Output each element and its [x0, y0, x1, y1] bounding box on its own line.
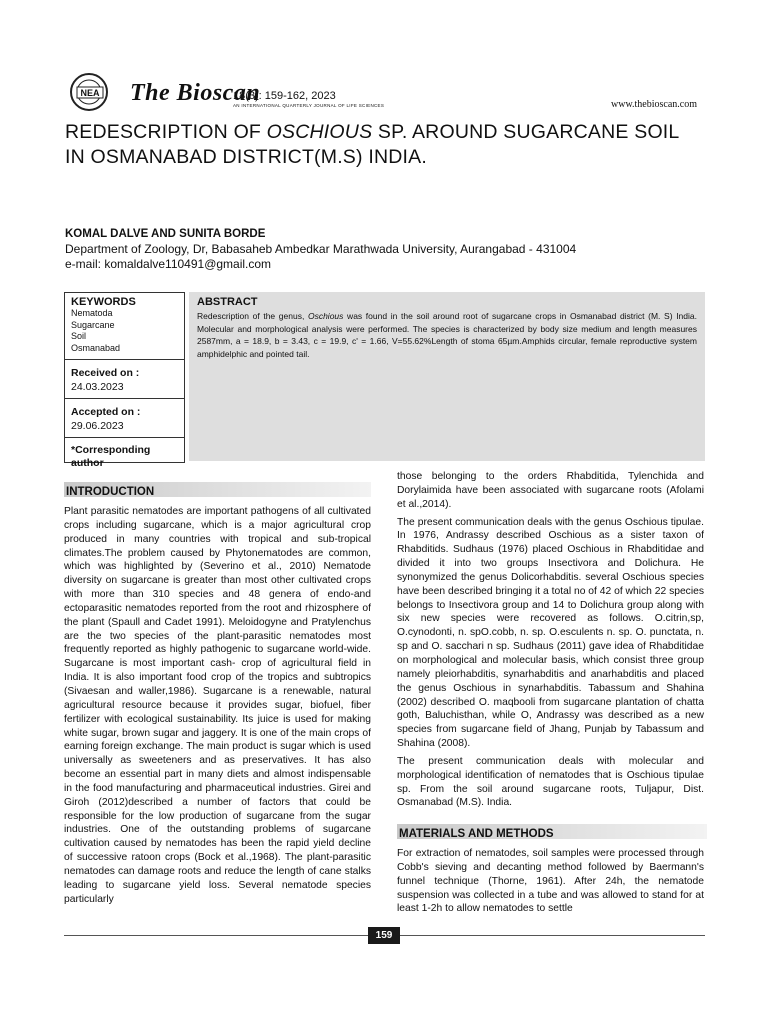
author-email[interactable]: e-mail: komaldalve110491@gmail.com: [65, 257, 272, 271]
keywords-box: [64, 292, 185, 469]
page-number: 159: [368, 927, 400, 944]
methods-heading-bar: [397, 824, 707, 839]
body-paragraph: The present communication deals with molecular and morphological identification of nematodes that is Oschious tipulae sp. From the soil around sugarcane roots, Tuljapur, Dist. Osmanabad (M.S). India.: [397, 755, 704, 809]
accepted-date: 29.06.2023: [71, 420, 124, 432]
journal-volume: 18(3): 159-162, 2023: [233, 90, 336, 102]
introduction-heading: INTRODUCTION: [66, 486, 155, 498]
abstract-text: Redescription of the genus, Oschious was found in the soil around root of sugarcane crops in Osmanabad district (M. S) India. Molecular and morphological analysis were performed. The species is characterized by body size medium and length measures 2587mm, a = 18.9, b = 3.43, c = 19.9, c' = 1.66, V=55.62%Length of stoma 65µm.Amphids circular, female reproductive system amphidelphic and pointed tail.: [197, 311, 697, 359]
body-paragraph: Plant parasitic nematodes are important pathogens of all cultivated crops including sugarcane, which is a major agricultural crop produced in many countries with tropical and sub-tropical climates.The problem caused by Phytonematodes are common, which was highlighted by (Severino et al., 2010) Nematode diversity on sugarcane is greater than most other cultivated crops with more than 310 species and 48 genera of endo-and ectoparasitic nematodes reported from the root and rhizosphere of the plant (Spaull and Cadet 1991). Meloidogyne and Pratylenchus are the two species of the plant-parasitic nematodes most frequently reported as highly pathogenic to sugarcane world-wide. Sugarcane is most important cash- crop of agricultural field in India. It is also important food crop of the tropics and subtropics (Sivaesan and waller,1986). Sugarcane is a renewable, natural agricultural resource because it provides sugar, biofuel, fiber fertilizer with ecological sustainability. Its juice is used for making white sugar, brown sugar and jaggery. It is one of the main crops of earning foreign exchange. The main product is sugar which is used universally as sweeteners and as preservatives. It has also become an essential part in many diets and almost indispensable in the food manufacturing and pharmaceutical industries. Girei and Giroh (2012)described a number of factors that could be responsible for the low production of sugarcane from the sugar industries. One of the outstanding problems of sugarcane cultivation caused by nematodes has been the rapid yield decline of successive ratoon crops (Bock et al.,1968). The plant-parasitic nematodes can damage roots and reduce the length of cane stalks leading to sugarcane yield loss. Several nematode species particularly: [64, 506, 371, 905]
keywords-divider: [65, 437, 184, 438]
keyword-item: Nematoda: [71, 308, 113, 318]
author-affiliation: Department of Zoology, Dr, Babasaheb Ambedkar Marathwada University, Aurangabad - 431004: [65, 242, 577, 256]
logo-text: NEA: [80, 88, 100, 98]
title-genus: OSCHIOUS: [266, 121, 373, 143]
journal-website-link[interactable]: www.thebioscan.com: [611, 99, 697, 110]
methods-heading: MATERIALS AND METHODS: [399, 828, 554, 840]
abstract-box: [189, 292, 705, 461]
journal-subtitle: AN INTERNATIONAL QUARTERLY JOURNAL OF LIFE SCIENCES: [233, 103, 385, 108]
keyword-item: Soil: [71, 331, 87, 341]
journal-name: The Bioscan: [130, 80, 261, 106]
methods-text: [397, 847, 704, 920]
paper-title: REDESCRIPTION OF OSCHIOUS SP. AROUND SUGARCANE SOIL IN OSMANABAD DISTRICT(M.S) INDIA.: [65, 121, 680, 168]
body-paragraph: The present communication deals with the genus Oschious tipulae. In 1976, Andrassy described Oschious as a sister taxon of Rhabditids. Sudhaus (1976) placed Oschious in Rhabditidae and divided it into two groups Insectivora and Dolichura. He synonymized the genus Dolicorhabditis. several Oschious species have been described bringing it a total no of 42 of which 22 species belongs to Insectivora group and 14 to Dolichura group along with six new species were recovered as follows. O.citrin,sp, O.cynodonti, n. spO.cobb, n. sp. O.esculents n. sp. O. punctata, n. sp and O. sacchari n sp. Sudhaus (2011) gave idea of Rhabditidae on morphological and molecular basis, which consist three group namely pleiorhabditis, synarhabditis and anarhabditis and placed the genus Oschious in synarhabditis. Tabassum and Shahina (2002) described O. maqbooli from sugarcane plantation of chatta goth, Baluchisthan, while O, Andrassy was described as a new species from sugarcane field of Jhang, Punjab by Tabassum and Shahina (2008).: [397, 516, 704, 750]
body-paragraph: For extraction of nematodes, soil samples were processed through Cobb's sieving and decanting method followed by Baermann's funnel technique (Thorne, 1961). After 24h, the nematode suspension was collected in a tube and was allowed to stand for at least 1-2h to allow nematodes to settle: [397, 848, 704, 915]
keyword-item: Osmanabad: [71, 342, 121, 353]
abstract-heading: ABSTRACT: [197, 296, 258, 308]
column-right: [397, 470, 704, 814]
author-names: KOMAL DALVE AND SUNITA BORDE: [65, 228, 266, 240]
column-left: [64, 505, 371, 910]
keywords-divider: [65, 359, 184, 360]
received-label: Received on :: [71, 367, 140, 379]
keywords-divider: [65, 398, 184, 399]
keywords-heading: KEYWORDS: [71, 296, 136, 308]
introduction-heading-bar: [64, 482, 371, 497]
accepted-label: Accepted on :: [71, 406, 141, 418]
corresponding-author-label: *Corresponding author: [71, 444, 151, 469]
keyword-item: Sugarcane: [71, 319, 115, 330]
received-date: 24.03.2023: [71, 381, 124, 393]
journal-logo-icon: [63, 72, 125, 112]
body-paragraph: those belonging to the orders Rhabditida, Tylenchida and Dorylaimida have been associated with sugarcane roots (Afolami et al.,2014).: [397, 471, 704, 510]
